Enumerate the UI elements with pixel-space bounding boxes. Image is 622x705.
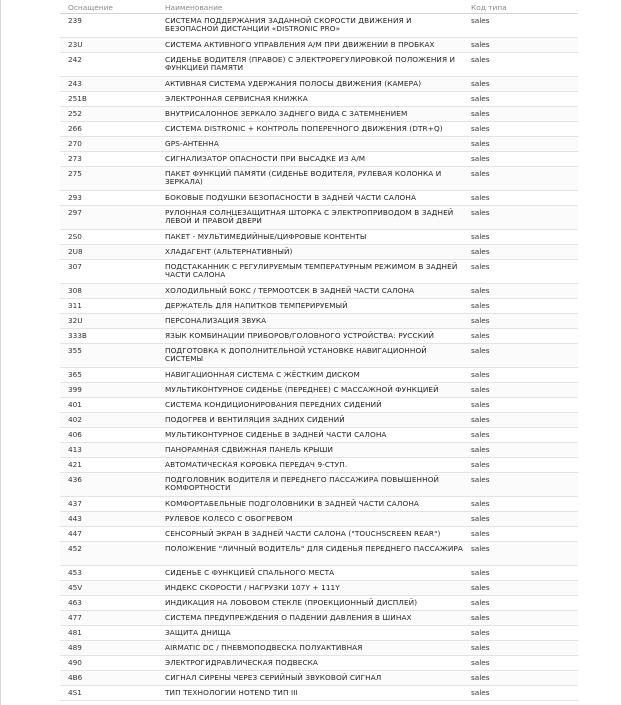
row-name: ПОДГОТОВКА К ДОПОЛНИТЕЛЬНОЙ УСТАНОВКЕ НАВИГАЦИОННОЙ СИСТЕМЫ: [165, 346, 427, 364]
row-code: 2S0: [68, 232, 82, 241]
row-name: СИСТЕМА DISTRONIC + КОНТРОЛЬ ПОПЕРЕЧНОГО ДВИЖЕНИЯ (DTR+Q): [165, 124, 443, 133]
row-type: sales: [471, 262, 490, 271]
table-row: [60, 77, 578, 92]
header-type: Код типа: [471, 3, 507, 12]
table-row: [60, 398, 578, 413]
row-name: СИГНАЛ СИРЕНЫ ЧЕРЕЗ СЕРИЙНЫЙ ЗВУКОВОЙ СИГНАЛ: [165, 673, 382, 682]
row-code: 275: [68, 169, 82, 178]
row-type: sales: [471, 544, 490, 553]
row-type: sales: [471, 445, 490, 454]
row-name: СИСТЕМА КОНДИЦИОНИРОВАНИЯ ПЕРЕДНИХ СИДЕНИЙ: [165, 400, 382, 409]
table-row: [60, 92, 578, 107]
row-type: sales: [471, 208, 490, 217]
row-name: ПОДОГРЕВ И ВЕНТИЛЯЦИЯ ЗАДНИХ СИДЕНИЙ: [165, 415, 345, 424]
row-code: 307: [68, 262, 82, 271]
row-code: 436: [68, 475, 82, 484]
row-type: sales: [471, 247, 490, 256]
row-type: sales: [471, 568, 490, 577]
table-row: [60, 512, 578, 527]
row-name: ДЕРЖАТЕЛЬ ДЛЯ НАПИТКОВ ТЕМПЕРИРУЕМЫЙ: [165, 301, 348, 310]
row-code: 401: [68, 400, 82, 409]
row-code: 490: [68, 658, 82, 667]
table-body: [60, 14, 578, 701]
row-name: СИДЕНЬЕ ВОДИТЕЛЯ (ПРАВОЕ) С ЭЛЕКТРОРЕГУЛИРОВКОЙ ПОЛОЖЕНИЯ И ФУНКЦИЕЙ ПАМЯТИ: [165, 55, 456, 73]
row-code: 242: [68, 55, 82, 64]
row-code: 481: [68, 628, 82, 637]
row-type: sales: [471, 628, 490, 637]
table-row: [60, 344, 578, 368]
row-code: 437: [68, 499, 82, 508]
row-code: 2U8: [68, 247, 83, 256]
row-name: ПОДГОЛОВНИК ВОДИТЕЛЯ И ПЕРЕДНЕГО ПАССАЖИРА ПОВЫШЕННОЙ КОМФОРТНОСТИ: [165, 475, 440, 493]
table-row: [60, 581, 578, 596]
row-code: 239: [68, 16, 82, 25]
row-name: БОКОВЫЕ ПОДУШКИ БЕЗОПАСНОСТИ В ЗАДНЕЙ ЧАСТИ САЛОНА: [165, 193, 417, 202]
row-type: sales: [471, 124, 490, 133]
row-type: sales: [471, 40, 490, 49]
row-type: sales: [471, 673, 490, 682]
table-row: [60, 443, 578, 458]
row-type: sales: [471, 79, 490, 88]
table-row: [60, 413, 578, 428]
row-name: ЭЛЕКТРОННАЯ СЕРВИСНАЯ КНИЖКА: [165, 94, 308, 103]
table-row: [60, 473, 578, 497]
row-type: sales: [471, 232, 490, 241]
row-name: ХОЛОДИЛЬНЫЙ БОКС / ТЕРМООТСЕК В ЗАДНЕЙ ЧАСТИ САЛОНА: [165, 286, 415, 295]
row-code: 23U: [68, 40, 83, 49]
table-row: [60, 206, 578, 230]
row-type: sales: [471, 583, 490, 592]
row-type: sales: [471, 316, 490, 325]
table-row: [60, 14, 578, 38]
row-type: sales: [471, 139, 490, 148]
row-name: РУЛЕВОЕ КОЛЕСО С ОБОГРЕВОМ: [165, 514, 293, 523]
table-row: [60, 527, 578, 542]
table-row: [60, 686, 578, 701]
page-edge-left: [0, 0, 1, 705]
row-name: АКТИВНАЯ СИСТЕМА УДЕРЖАНИЯ ПОЛОСЫ ДВИЖЕНИЯ (КАМЕРА): [165, 79, 422, 88]
row-name: AIRMATIC DC / ПНЕВМОПОДВЕСКА ПОЛУАКТИВНАЯ: [165, 643, 363, 652]
table-row: [60, 656, 578, 671]
table-row: [60, 284, 578, 299]
row-name: ПОЛОЖЕНИЕ "ЛИЧНЫЙ ВОДИТЕЛЬ" ДЛЯ СИДЕНЬЯ ПЕРЕДНЕГО ПАССАЖИРА: [165, 544, 463, 553]
row-code: 252: [68, 109, 82, 118]
row-type: sales: [471, 658, 490, 667]
row-type: sales: [471, 16, 490, 25]
row-type: sales: [471, 370, 490, 379]
row-name: ВНУТРИСАЛОННОЕ ЗЕРКАЛО ЗАДНЕГО ВИДА С ЗАТЕМНЕНИЕМ: [165, 109, 408, 118]
row-code: 4S1: [68, 688, 82, 697]
row-type: sales: [471, 598, 490, 607]
row-name: СИСТЕМА ПОДДЕРЖАНИЯ ЗАДАННОЙ СКОРОСТИ ДВИЖЕНИЯ И БЕЗОПАСНОЙ ДИСТАНЦИИ «DISTRONIC PRO»: [165, 16, 412, 34]
table-row: [60, 191, 578, 206]
row-code: 308: [68, 286, 82, 295]
row-type: sales: [471, 499, 490, 508]
row-code: 32U: [68, 316, 83, 325]
row-code: 273: [68, 154, 82, 163]
row-code: 399: [68, 385, 82, 394]
row-code: 4B6: [68, 673, 83, 682]
table-row: [60, 428, 578, 443]
table-row: [60, 299, 578, 314]
row-code: 251B: [68, 94, 87, 103]
table-row: [60, 626, 578, 641]
row-name: ИНДИКАЦИЯ НА ЛОБОВОМ СТЕКЛЕ (ПРОЕКЦИОННЫЙ ДИСПЛЕЙ): [165, 598, 418, 607]
row-name: СЕНСОРНЫЙ ЭКРАН В ЗАДНЕЙ ЧАСТИ САЛОНА ("TOUCHSCREEN REAR"): [165, 529, 441, 538]
row-code: 453: [68, 568, 82, 577]
row-code: 406: [68, 430, 82, 439]
row-name: СИСТЕМА АКТИВНОГО УПРАВЛЕНИЯ А/М ПРИ ДВИЖЕНИИ В ПРОБКАХ: [165, 40, 435, 49]
table-row: [60, 245, 578, 260]
row-name: ИНДЕКС СКОРОСТИ / НАГРУЗКИ 107Y + 111Y: [165, 583, 340, 592]
row-type: sales: [471, 460, 490, 469]
table-row: [60, 53, 578, 77]
row-name: ХЛАДАГЕНТ (АЛЬТЕРНАТИВНЫЙ): [165, 247, 293, 256]
row-type: sales: [471, 613, 490, 622]
row-name: МУЛЬТИКОНТУРНОЕ СИДЕНЬЕ В ЗАДНЕЙ ЧАСТИ САЛОНА: [165, 430, 387, 439]
row-type: sales: [471, 55, 490, 64]
row-code: 293: [68, 193, 82, 202]
row-code: 447: [68, 529, 82, 538]
row-code: 402: [68, 415, 82, 424]
header-name: Наименование: [165, 3, 223, 12]
row-type: sales: [471, 643, 490, 652]
row-name: СИДЕНЬЕ С ФУНКЦИЕЙ СПАЛЬНОГО МЕСТА: [165, 568, 335, 577]
row-code: 45V: [68, 583, 83, 592]
row-code: 311: [68, 301, 82, 310]
row-type: sales: [471, 385, 490, 394]
row-name: ПАКЕТ - МУЛЬТИМЕДИЙНЫЕ/ЦИФРОВЫЕ КОНТЕНТЫ: [165, 232, 367, 241]
row-name: ПАНОРАМНАЯ СДВИЖНАЯ ПАНЕЛЬ КРЫШИ: [165, 445, 334, 454]
row-code: 365: [68, 370, 82, 379]
table-row: [60, 230, 578, 245]
row-name: КОМФОРТАБЕЛЬНЫЕ ПОДГОЛОВНИКИ В ЗАДНЕЙ ЧАСТИ САЛОНА: [165, 499, 420, 508]
table-row: [60, 542, 578, 566]
row-type: sales: [471, 301, 490, 310]
row-type: sales: [471, 514, 490, 523]
row-type: sales: [471, 109, 490, 118]
row-code: 421: [68, 460, 82, 469]
row-code: 489: [68, 643, 82, 652]
row-code: 243: [68, 79, 82, 88]
row-name: СИГНАЛИЗАТОР ОПАСНОСТИ ПРИ ВЫСАДКЕ ИЗ А/М: [165, 154, 366, 163]
row-name: МУЛЬТИКОНТУРНОЕ СИДЕНЬЕ (ПЕРЕДНЕЕ) С МАССАЖНОЙ ФУНКЦИЕЙ: [165, 385, 439, 394]
row-code: 443: [68, 514, 82, 523]
row-name: ЭЛЕКТРОГИДРАВЛИЧЕСКАЯ ПОДВЕСКА: [165, 658, 319, 667]
row-type: sales: [471, 154, 490, 163]
row-type: sales: [471, 400, 490, 409]
row-code: 297: [68, 208, 82, 217]
row-code: 413: [68, 445, 82, 454]
table-row: [60, 611, 578, 626]
table-row: [60, 137, 578, 152]
row-name: РУЛОННАЯ СОЛНЦЕЗАЩИТНАЯ ШТОРКА С ЭЛЕКТРОПРИВОДОМ В ЗАДНЕЙ ЛЕВОЙ И ПРАВОЙ ДВЕРИ: [165, 208, 454, 226]
row-name: ЗАЩИТА ДНИЩА: [165, 628, 231, 637]
table-row: [60, 458, 578, 473]
row-name: ПОДСТАКАННИК С РЕГУЛИРУЕМЫМ ТЕМПЕРАТУРНЫМ РЕЖИМОМ В ЗАДНЕЙ ЧАСТИ САЛОНА: [165, 262, 458, 280]
table-row: [60, 566, 578, 581]
table-row: [60, 383, 578, 398]
row-type: sales: [471, 475, 490, 484]
table-row: [60, 152, 578, 167]
row-type: sales: [471, 94, 490, 103]
row-name: GPS-АНТЕННА: [165, 139, 219, 148]
row-code: 477: [68, 613, 82, 622]
table-row: [60, 671, 578, 686]
row-code: 270: [68, 139, 82, 148]
row-code: 333B: [68, 331, 87, 340]
table-row: [60, 596, 578, 611]
row-code: 463: [68, 598, 82, 607]
row-type: sales: [471, 331, 490, 340]
table-row: [60, 122, 578, 137]
row-code: 355: [68, 346, 82, 355]
row-type: sales: [471, 286, 490, 295]
row-name: НАВИГАЦИОННАЯ СИСТЕМА С ЖЁСТКИМ ДИСКОМ: [165, 370, 360, 379]
row-type: sales: [471, 346, 490, 355]
table-row: [60, 497, 578, 512]
row-name: ПАКЕТ ФУНКЦИЙ ПАМЯТИ (СИДЕНЬЕ ВОДИТЕЛЯ, РУЛЕВАЯ КОЛОНКА И ЗЕРКАЛА): [165, 169, 442, 187]
table-row: [60, 368, 578, 383]
table-row: [60, 167, 578, 191]
row-type: sales: [471, 415, 490, 424]
header-code: Оснащение: [68, 3, 113, 12]
row-type: sales: [471, 169, 490, 178]
row-type: sales: [471, 688, 490, 697]
row-name: АВТОМАТИЧЕСКАЯ КОРОБКА ПЕРЕДАЧ 9-СТУП.: [165, 460, 348, 469]
row-code: 266: [68, 124, 82, 133]
table-row: [60, 38, 578, 53]
table-row: [60, 641, 578, 656]
row-type: sales: [471, 430, 490, 439]
table-row: [60, 107, 578, 122]
row-type: sales: [471, 193, 490, 202]
table-row: [60, 329, 578, 344]
row-name: СИСТЕМА ПРЕДУПРЕЖДЕНИЯ О ПАДЕНИИ ДАВЛЕНИЯ В ШИНАХ: [165, 613, 412, 622]
table-header: [60, 0, 578, 14]
table-row: [60, 260, 578, 284]
row-name: ЯЗЫК КОМБИНАЦИИ ПРИБОРОВ/ГОЛОВНОГО УСТРОЙСТВА: РУССКИЙ: [165, 331, 435, 340]
row-code: 452: [68, 544, 82, 553]
row-type: sales: [471, 529, 490, 538]
row-name: ТИП ТЕХНОЛОГИИ HOTEND ТИП III: [165, 688, 298, 697]
table-row: [60, 314, 578, 329]
row-name: ПЕРСОНАЛИЗАЦИЯ ЗВУКА: [165, 316, 267, 325]
equipment-table: [60, 0, 578, 701]
